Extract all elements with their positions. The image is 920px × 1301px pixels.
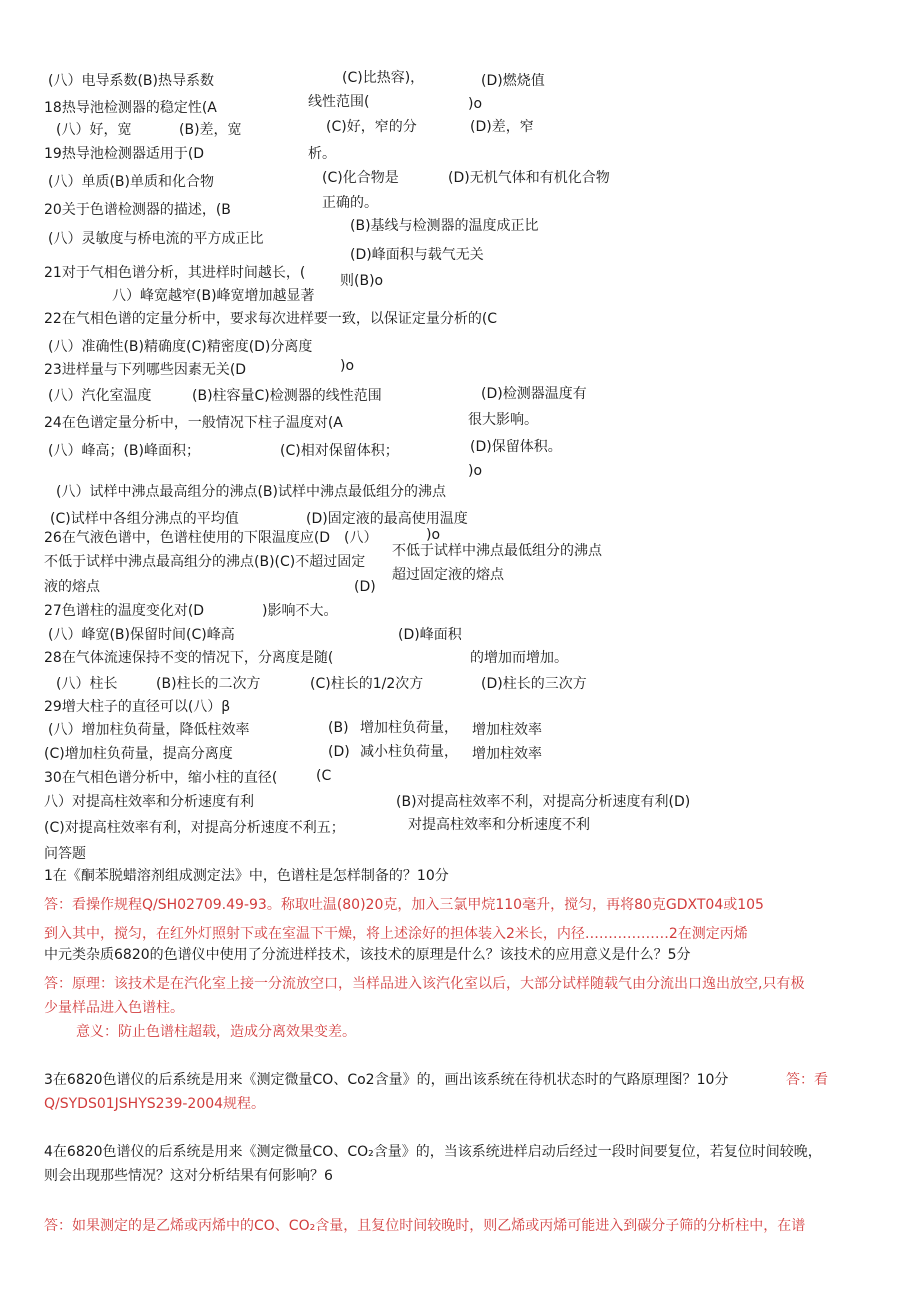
text-line: (C)增加柱负荷量，提高分离度 <box>44 746 233 762</box>
text-line: 24在色谱定量分析中，一般情况下柱子温度对(A <box>44 415 343 431</box>
text-line: (C <box>316 768 332 784</box>
text-line: 很大影响。 <box>468 412 538 428</box>
text-line: (B)差，宽 <box>179 122 242 138</box>
text-line: (C)柱长的1/2次方 <box>310 676 424 692</box>
text-line: 对提高柱效率和分析速度不利 <box>408 817 590 833</box>
text-line-answer: 到入其中，搅匀，在红外灯照射下或在室温下干燥，将上述涂好的担体装入2米长，内径………………2在测定丙烯 <box>44 926 748 942</box>
text-line: (C)对提高柱效率有利，对提高分析速度不利五； <box>44 820 345 836</box>
text-line: )o <box>468 463 483 479</box>
text-line: (B)基线与检测器的温度成正比 <box>350 218 539 234</box>
text-line: 的增加而增加。 <box>470 650 568 666</box>
text-line: (D)峰面积与载气无关 <box>350 247 484 263</box>
text-line: 液的熔点 <box>44 579 100 595</box>
text-line-answer: 答：如果测定的是乙烯或丙烯中的CO、CO₂含量，且复位时间较晚时，则乙烯或丙烯可能进入到碳分子筛的分析柱中，在谱 <box>44 1218 806 1234</box>
text-line: 八）对提高柱效率和分析速度有利 <box>44 794 254 810</box>
text-line: 19热导池检测器适用于(D <box>44 146 205 162</box>
text-line: (D)无机气体和有机化合物 <box>448 170 610 186</box>
text-line: 析。 <box>308 146 336 162</box>
text-line: (B)柱容量C)检测器的线性范围 <box>192 388 382 404</box>
text-line: (八）好，宽 <box>56 122 132 138</box>
text-line: (八）汽化室温度 <box>48 388 152 404</box>
text-line: 30在气相色谱分析中，缩小柱的直径( <box>44 770 278 786</box>
text-line: 正确的。 <box>322 195 378 211</box>
text-line: )o <box>340 358 355 374</box>
text-line: (八） <box>344 530 378 546</box>
text-line: 八）峰宽越窄(B)峰宽增加越显著 <box>112 288 315 304</box>
text-line: (八）准确性(B)精确度(C)精密度(D)分离度 <box>48 339 313 355</box>
text-line: 23进样量与下列哪些因素无关(D <box>44 362 247 378</box>
text-line: (C)试样中各组分沸点的平均值 <box>50 511 239 527</box>
text-line: 3在6820色谱仪的后系统是用来《测定微量CO、Co2含量》的，画出该系统在待机状态时的气路原理图？10分 <box>44 1072 729 1088</box>
text-line: (八）灵敏度与桥电流的平方成正比 <box>48 231 264 247</box>
text-line: 超过固定液的熔点 <box>392 567 504 583</box>
text-line: (D)差，窄 <box>470 119 534 135</box>
text-line: 不低于试样中沸点最低组分的沸点 <box>392 543 602 559</box>
text-line: (八）电导系数(B)热导系数 <box>48 73 214 89</box>
text-line: )o <box>426 527 441 543</box>
text-line: 27色谱柱的温度变化对(D <box>44 603 205 619</box>
text-line: 中元类杂质6820的色谱仪中使用了分流进样技术，该技术的原理是什么？该技术的应用意义是什么？5分 <box>44 947 691 963</box>
text-line: 增加柱效率 <box>472 746 542 762</box>
text-line: 增加柱效率 <box>472 722 542 738</box>
text-line: 增加柱负荷量， <box>360 720 458 736</box>
text-line-answer: 答：原理：该技术是在汽化室上接一分流放空口，当样品进入该汽化室以后，大部分试样随载气由分流出口逸出放空,只有极 <box>44 976 805 992</box>
text-line: (B) <box>328 720 349 736</box>
text-line: 4在6820色谱仪的后系统是用来《测定微量CO、CO₂含量》的，当该系统进样启动后经过一段时间要复位，若复位时间较晚， <box>44 1144 822 1160</box>
text-line: 22在气相色谱的定量分析中，要求每次进样要一致，以保证定量分析的(C <box>44 311 498 327</box>
text-line: 减小柱负荷量， <box>360 744 458 760</box>
text-line: (B)柱长的二次方 <box>156 676 261 692</box>
text-line: (八）增加柱负荷量，降低柱效率 <box>48 722 250 738</box>
text-line: (C)化合物是 <box>322 170 399 186</box>
text-line: (C)好，窄的分 <box>326 119 417 135</box>
text-line: (D)保留体积。 <box>470 439 562 455</box>
text-line: 28在气体流速保持不变的情况下，分离度是随( <box>44 650 334 666</box>
text-line: 问答题 <box>44 846 86 862</box>
text-line: (八）柱长 <box>56 676 118 692</box>
text-line-answer: 答：看 <box>786 1072 828 1088</box>
text-line: (D) <box>328 744 350 760</box>
text-line: (八）峰高；(B)峰面积； <box>48 443 200 459</box>
text-line: 线性范围( <box>308 94 370 110</box>
text-line: (C)相对保留体积； <box>280 443 399 459</box>
text-line: )o <box>468 96 483 112</box>
text-line: (八）单质(B)单质和化合物 <box>48 174 214 190</box>
text-line: (C)比热容)， <box>342 70 425 86</box>
text-line: 18热导池检测器的稳定性(A <box>44 100 217 116</box>
text-line: (D)燃烧值 <box>481 73 545 89</box>
text-line: 26在气液色谱中，色谱柱使用的下限温度应(D <box>44 530 331 546</box>
text-line-answer: Q/SYDS01JSHYS239-2004规程。 <box>44 1096 266 1112</box>
text-line-answer: 意义：防止色谱柱超载，造成分离效果变差。 <box>76 1024 356 1040</box>
text-line: 则会出现那些情况？这对分析结果有何影响？6 <box>44 1168 333 1184</box>
text-line-answer: 少量样品进入色谱柱。 <box>44 1000 184 1016</box>
text-line: (D) <box>354 579 376 595</box>
text-line: 不低于试样中沸点最高组分的沸点(B)(C)不超过固定 <box>44 554 366 570</box>
text-line: 则(B)o <box>340 273 384 289</box>
text-line: )影响不大。 <box>262 603 338 619</box>
text-line: (D)峰面积 <box>398 627 462 643</box>
text-line: (B)对提高柱效率不利，对提高分析速度有利(D) <box>396 794 691 810</box>
text-line: (D)检测器温度有 <box>481 386 587 402</box>
text-line: 21对于气相色谱分析，其进样时间越长，( <box>44 265 306 281</box>
text-line: (八）试样中沸点最高组分的沸点(B)试样中沸点最低组分的沸点 <box>56 484 446 500</box>
text-line: (八）峰宽(B)保留时间(C)峰高 <box>48 627 235 643</box>
text-line: 29增大柱子的直径可以(八）β <box>44 699 231 715</box>
text-line: (D)柱长的三次方 <box>481 676 587 692</box>
text-line: 1在《酮苯脱蜡溶剂组成测定法》中，色谱柱是怎样制备的？10分 <box>44 868 449 884</box>
text-line: (D)固定液的最高使用温度 <box>306 511 468 527</box>
text-line-answer: 答：看操作规程Q/SH02709.49-93。称取吐温(80)20克，加入三氯甲烷110毫升，搅匀，再将80克GDXT04或105 <box>44 897 764 913</box>
text-line: 20关于色谱检测器的描述，(B <box>44 202 231 218</box>
